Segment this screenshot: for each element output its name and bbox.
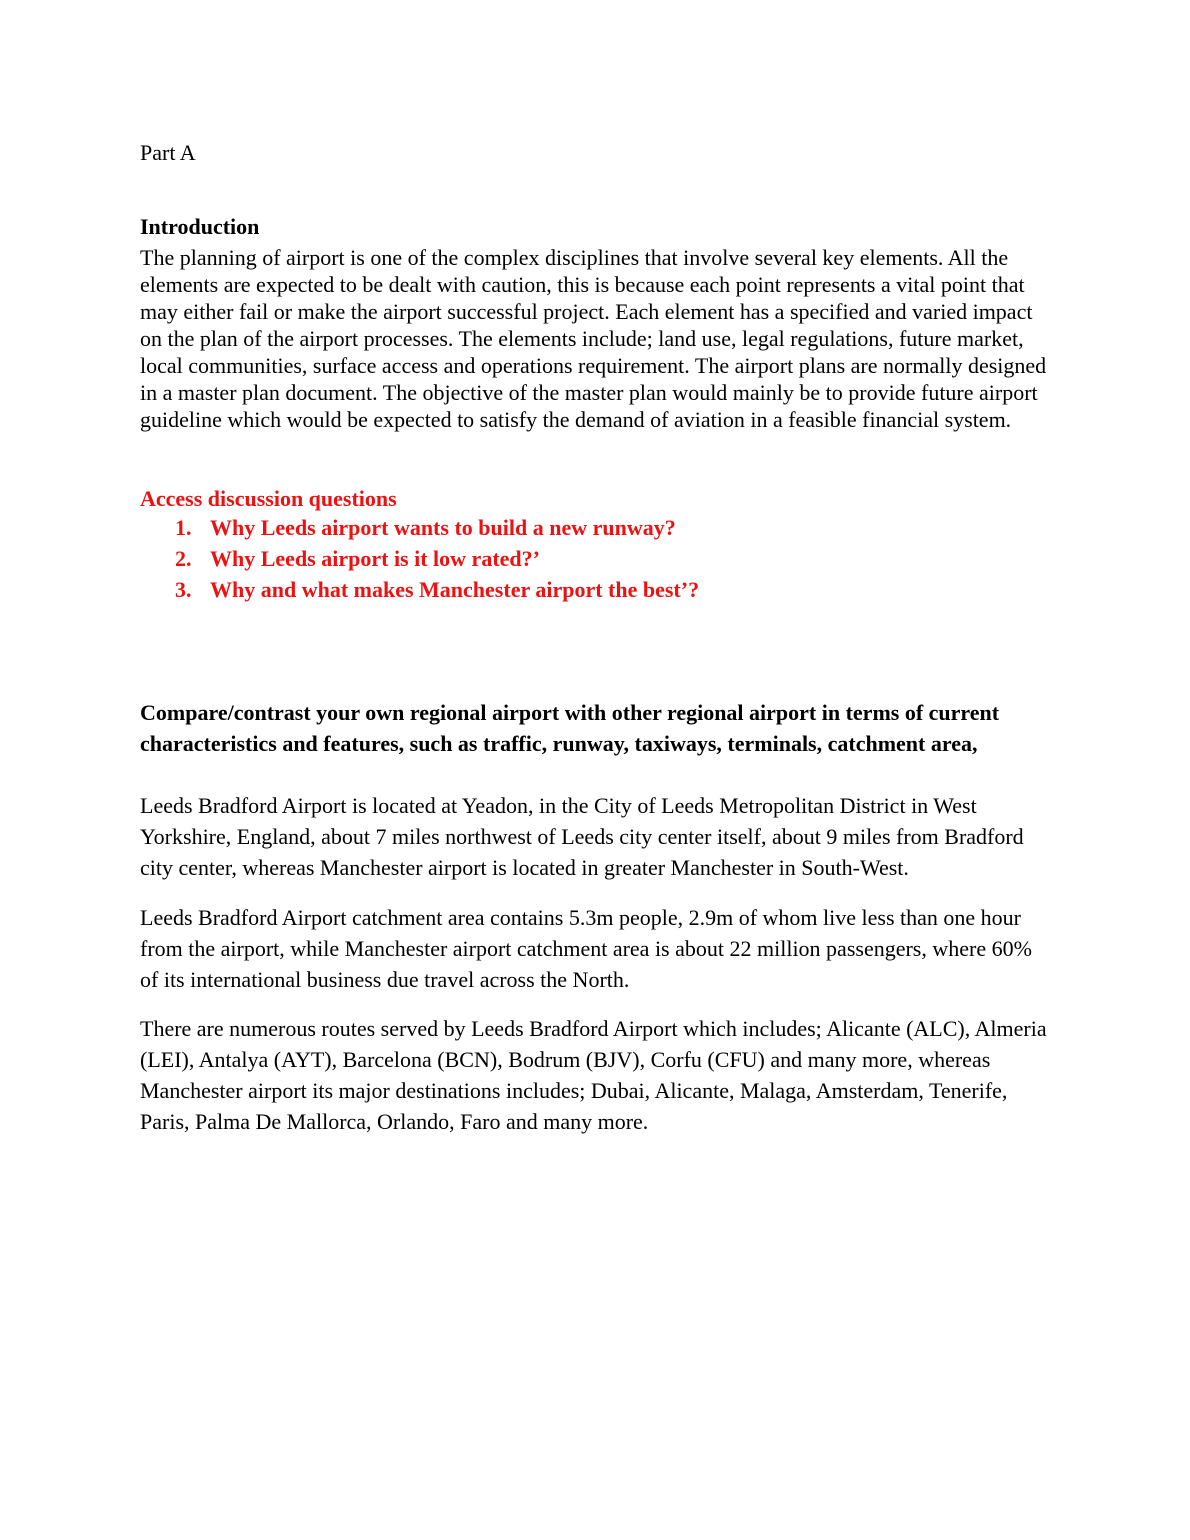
- question-number: 3.: [175, 577, 192, 602]
- compare-paragraph-routes: There are numerous routes served by Leeds Bradford Airport which includes; Alicante (ALC), Almeria (LEI), Antalya (AYT), Barcelona (BCN), Bodrum (BJV), Corfu (CFU) and many more, whereas Manchester airport its major destinations includes; Dubai, Alicante, Malaga, Amsterdam, Tenerife, Paris, Palma De Mallorca, Orlando, Faro and many more.: [140, 1016, 1047, 1134]
- question-list: [140, 512, 1040, 605]
- list-item: [140, 574, 1040, 605]
- introduction-paragraph: The planning of airport is one of the complex disciplines that involve several key elements. All the elements are expected to be dealt with caution, this is because each point represents a vital point that may either fail or make the airport successful project. Each element has a specified and varied impact on the plan of the airport processes. The elements include; land use, legal regulations, future market, local communities, surface access and operations requirement. The airport plans are normally designed in a master plan document. The objective of the master plan would mainly be to provide future airport guideline which would be expected to satisfy the demand of aviation in a feasible financial system.: [140, 245, 1047, 432]
- question-text: Why Leeds airport wants to build a new runway?: [210, 515, 676, 540]
- question-number: 2.: [175, 546, 192, 571]
- list-item: [140, 512, 1040, 543]
- introduction-heading: Introduction: [140, 214, 260, 239]
- question-text: Why Leeds airport is it low rated?’: [210, 546, 540, 571]
- question-text: Why and what makes Manchester airport the best’?: [210, 577, 700, 602]
- compare-heading: Compare/contrast your own regional airport with other regional airport in terms of current characteristics and features, such as traffic, runway, taxiways, terminals, catchment area,: [140, 700, 1000, 756]
- list-item: [140, 543, 1040, 574]
- part-title: Part A: [140, 140, 196, 165]
- question-number: 1.: [175, 515, 192, 540]
- compare-paragraph-location: Leeds Bradford Airport is located at Yeadon, in the City of Leeds Metropolitan District in West Yorkshire, England, about 7 miles northwest of Leeds city center itself, about 9 miles from Bradford city center, whereas Manchester airport is located in greater Manchester in South-West.: [140, 793, 1024, 880]
- compare-paragraph-catchment: Leeds Bradford Airport catchment area contains 5.3m people, 2.9m of whom live less than one hour from the airport, while Manchester airport catchment area is about 22 million passengers, where 60% of its international business due travel across the North.: [140, 905, 1032, 992]
- access-discussion-heading: Access discussion questions: [140, 486, 397, 511]
